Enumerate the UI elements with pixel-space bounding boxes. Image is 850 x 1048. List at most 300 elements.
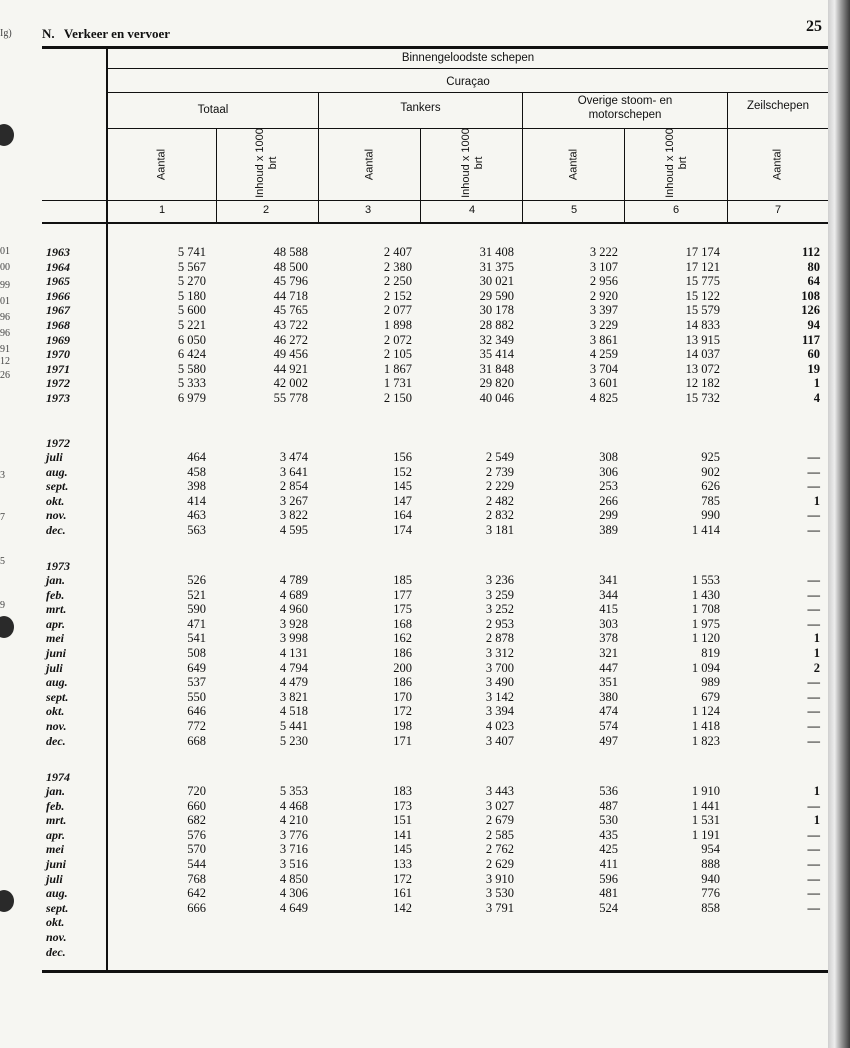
cell-col-4: 3 312: [485, 646, 514, 660]
cell-col-5: 308: [599, 450, 618, 464]
cell-col-6: 1 191: [691, 827, 720, 842]
cell-col-1: 458: [187, 464, 206, 479]
table-row: [0, 915, 828, 929]
category-tankers: Tankers: [400, 102, 441, 114]
side-mark: 91: [0, 344, 10, 355]
cell-col-5: 411: [599, 857, 618, 871]
cell-col-2: 42 002: [273, 376, 308, 391]
cell-col-7: 112: [801, 245, 820, 259]
cell-col-6: 858: [701, 900, 720, 915]
row-label: juli: [46, 450, 63, 464]
group-rule: [108, 68, 828, 69]
row-label: okt.: [46, 493, 65, 508]
cell-col-1: 508: [187, 646, 206, 660]
cell-col-1: 537: [187, 675, 206, 690]
row-label: mei: [46, 842, 64, 857]
cell-col-6: 925: [701, 450, 720, 464]
row-label: 1972: [46, 376, 70, 391]
cell-col-7: —: [807, 523, 820, 537]
cell-col-6: 1 531: [691, 813, 720, 828]
cell-col-4: 31 375: [479, 259, 514, 274]
row-label: mrt.: [46, 602, 67, 617]
cell-col-3: 142: [393, 900, 412, 915]
cell-col-6: 1 910: [691, 784, 720, 798]
cell-col-5: 3 229: [589, 318, 618, 332]
table-row: [0, 661, 828, 675]
cell-col-6: 954: [701, 842, 720, 857]
cell-col-2: 3 716: [279, 842, 308, 857]
cell-col-5: 306: [599, 464, 618, 479]
cell-col-4: 3 490: [485, 675, 514, 690]
cell-col-4: 3 394: [485, 704, 514, 719]
table-row: [0, 260, 828, 274]
table-row: [0, 675, 828, 689]
section-title: Verkeer en vervoer: [63, 26, 171, 41]
cell-col-3: 151: [393, 813, 412, 828]
table-row: [0, 289, 828, 303]
cell-col-3: 174: [393, 523, 412, 537]
cell-col-7: 1: [813, 813, 820, 828]
table-row: [0, 828, 828, 842]
cell-col-1: 666: [187, 900, 206, 915]
cell-col-5: 574: [599, 719, 618, 733]
column-number-rule: [42, 222, 828, 224]
cell-col-3: 172: [393, 704, 412, 719]
page-number: 25: [806, 18, 822, 35]
row-label: dec.: [46, 944, 66, 959]
row-label: juli: [46, 660, 63, 675]
table-row: [0, 646, 828, 660]
column-number-1: 1: [158, 204, 166, 216]
row-label: aug.: [46, 675, 68, 690]
cell-col-4: 3 443: [485, 784, 514, 798]
cell-col-5: 3 222: [589, 245, 618, 259]
cell-col-6: 1 441: [691, 798, 720, 813]
row-label: 1968: [46, 318, 70, 332]
cell-col-1: 521: [187, 587, 206, 602]
cell-col-1: 464: [187, 450, 206, 464]
cell-col-6: 1 124: [691, 704, 720, 719]
top-rule: [42, 46, 828, 49]
cell-col-2: 45 796: [273, 274, 308, 289]
column-label-5: Aantal: [567, 148, 580, 181]
cell-col-3: 152: [393, 464, 412, 479]
cell-col-4: 30 021: [479, 274, 514, 289]
cell-col-5: 303: [599, 616, 618, 631]
category-zeilschepen: Zeilschepen: [746, 100, 809, 112]
group-header: Binnengeloodste schepen: [401, 52, 535, 64]
category-overige: Overige stoom- en motorschepen: [577, 95, 673, 121]
table-row: [0, 784, 828, 798]
cell-col-2: 46 272: [273, 332, 308, 347]
cell-col-6: 1 708: [691, 602, 720, 617]
cell-col-4: 3 407: [485, 733, 514, 748]
table-row: [0, 450, 828, 464]
table-row: [0, 617, 828, 631]
side-mark: 7: [0, 512, 5, 523]
cell-col-2: 4 479: [279, 675, 308, 690]
cell-col-2: 48 588: [273, 245, 308, 259]
cell-col-7: 108: [801, 288, 820, 303]
cell-col-3: 156: [393, 450, 412, 464]
cell-col-7: —: [807, 479, 820, 494]
cell-col-1: 414: [187, 493, 206, 508]
cell-col-4: 3 252: [485, 602, 514, 617]
cell-col-7: —: [807, 871, 820, 886]
table-row: [0, 734, 828, 748]
table-row: [0, 333, 828, 347]
side-mark: 01: [0, 246, 10, 257]
cell-col-2: 5 230: [279, 733, 308, 748]
block-year-label: 1974: [46, 770, 70, 784]
cell-col-4: 32 349: [479, 332, 514, 347]
cell-col-1: 6 050: [177, 332, 206, 347]
cell-col-1: 5 567: [177, 259, 206, 274]
column-number-7: 7: [774, 204, 782, 216]
cell-col-7: 126: [801, 303, 820, 318]
row-label: aug.: [46, 464, 68, 479]
cell-col-6: 1 094: [691, 660, 720, 675]
cell-col-1: 590: [187, 602, 206, 617]
binder-hole: [0, 124, 14, 146]
cell-col-2: 5 441: [279, 719, 308, 733]
cell-col-5: 497: [599, 733, 618, 748]
cell-col-7: 1: [813, 493, 820, 508]
cell-col-3: 185: [393, 573, 412, 587]
cell-col-3: 145: [393, 479, 412, 494]
cell-col-6: 13 915: [685, 332, 720, 347]
cell-col-3: 161: [393, 886, 412, 901]
row-label: mrt.: [46, 813, 67, 828]
table-row: [0, 376, 828, 390]
cell-col-3: 170: [393, 689, 412, 704]
cell-col-6: 15 579: [685, 303, 720, 318]
cell-col-6: 940: [701, 871, 720, 886]
table-row: [0, 347, 828, 361]
cell-col-2: 44 718: [273, 288, 308, 303]
row-label: okt.: [46, 704, 65, 719]
cell-col-7: —: [807, 886, 820, 901]
cell-col-1: 544: [187, 857, 206, 871]
cell-col-4: 2 762: [485, 842, 514, 857]
cell-col-2: 3 474: [279, 450, 308, 464]
cell-col-6: 888: [701, 857, 720, 871]
row-label: juni: [46, 646, 67, 660]
cell-col-1: 768: [187, 871, 206, 886]
cell-col-7: 1: [813, 646, 820, 660]
table-row: [0, 479, 828, 493]
row-label: nov.: [46, 508, 67, 523]
cell-col-6: 679: [701, 689, 720, 704]
cell-col-6: 785: [701, 493, 720, 508]
cell-col-1: 682: [187, 813, 206, 828]
column-label-3: Aantal: [363, 148, 376, 181]
cell-col-1: 5 221: [177, 318, 206, 332]
cell-col-2: 4 850: [279, 871, 308, 886]
table-row: [0, 930, 828, 944]
cell-col-2: 3 822: [279, 508, 308, 523]
cell-col-5: 481: [599, 886, 618, 901]
cell-col-1: 646: [187, 704, 206, 719]
cell-col-5: 530: [599, 813, 618, 828]
row-label: mei: [46, 631, 64, 646]
page-heading: [42, 26, 170, 42]
cell-col-5: 389: [599, 523, 618, 537]
row-label: 1963: [46, 245, 70, 259]
column-label-4: Inhoud x 1000 brt: [460, 128, 485, 198]
cell-col-3: 147: [393, 493, 412, 508]
cell-col-5: 3 861: [589, 332, 618, 347]
cell-col-7: —: [807, 798, 820, 813]
cell-col-3: 2 380: [383, 259, 412, 274]
cell-col-1: 772: [187, 719, 206, 733]
row-label: apr.: [46, 616, 66, 631]
cell-col-2: 3 267: [279, 493, 308, 508]
cell-col-3: 2 152: [383, 288, 412, 303]
table-row: [0, 362, 828, 376]
table-row: [0, 318, 828, 332]
row-label: juli: [46, 871, 63, 886]
table-row: [0, 945, 828, 959]
cell-col-2: 49 456: [273, 347, 308, 362]
cell-col-7: —: [807, 602, 820, 617]
cell-col-4: 31 408: [479, 245, 514, 259]
cell-col-3: 2 250: [383, 274, 412, 289]
cell-col-3: 183: [393, 784, 412, 798]
cell-col-7: —: [807, 733, 820, 748]
table-row: [0, 573, 828, 587]
cell-col-5: 3 107: [589, 259, 618, 274]
cell-col-6: 17 174: [685, 245, 720, 259]
row-label: juni: [46, 857, 67, 871]
category-separator: [522, 93, 523, 223]
cell-col-4: 3 910: [485, 871, 514, 886]
category-separator: [727, 93, 728, 223]
cell-col-7: 4: [813, 391, 820, 405]
cell-col-1: 5 600: [177, 303, 206, 318]
cell-col-5: 596: [599, 871, 618, 886]
cell-col-4: 29 590: [479, 288, 514, 303]
table-row: [0, 872, 828, 886]
cell-col-4: 2 585: [485, 827, 514, 842]
cell-col-7: —: [807, 675, 820, 690]
cell-col-1: 5 580: [177, 361, 206, 376]
cell-col-2: 55 778: [273, 391, 308, 405]
cell-col-3: 177: [393, 587, 412, 602]
cell-col-2: 48 500: [273, 259, 308, 274]
cell-col-1: 642: [187, 886, 206, 901]
cell-col-4: 28 882: [479, 318, 514, 332]
table-row: [0, 465, 828, 479]
cell-col-1: 398: [187, 479, 206, 494]
cell-col-5: 378: [599, 631, 618, 646]
cell-col-1: 660: [187, 798, 206, 813]
cell-col-5: 425: [599, 842, 618, 857]
cell-col-7: —: [807, 900, 820, 915]
row-label: jan.: [46, 573, 66, 587]
cell-col-1: 5 180: [177, 288, 206, 303]
cell-col-2: 2 854: [279, 479, 308, 494]
cell-col-6: 12 182: [685, 376, 720, 391]
cell-col-3: 145: [393, 842, 412, 857]
cell-col-7: 1: [813, 784, 820, 798]
cell-col-7: —: [807, 587, 820, 602]
cell-col-7: —: [807, 508, 820, 523]
row-label: 1966: [46, 288, 70, 303]
side-mark: 9: [0, 600, 5, 611]
cell-col-5: 3 704: [589, 361, 618, 376]
table-row: [0, 631, 828, 645]
table-row: [0, 704, 828, 718]
cell-col-3: 186: [393, 675, 412, 690]
cell-col-6: 819: [701, 646, 720, 660]
cell-col-3: 186: [393, 646, 412, 660]
cell-col-2: 4 518: [279, 704, 308, 719]
cell-col-5: 4 259: [589, 347, 618, 362]
cell-col-2: 4 960: [279, 602, 308, 617]
table-row: [0, 303, 828, 317]
cell-col-2: 3 776: [279, 827, 308, 842]
table-row: [0, 719, 828, 733]
side-mark: 96: [0, 328, 10, 339]
cell-col-7: —: [807, 719, 820, 733]
table-row: [0, 274, 828, 288]
cell-col-1: 6 424: [177, 347, 206, 362]
row-label: 1973: [46, 391, 70, 405]
cell-col-7: 2: [813, 660, 820, 675]
block-year-label: 1973: [46, 559, 70, 573]
cell-col-3: 175: [393, 602, 412, 617]
row-label: apr.: [46, 827, 66, 842]
cell-col-2: 3 928: [279, 616, 308, 631]
cell-col-5: 253: [599, 479, 618, 494]
cell-col-3: 173: [393, 798, 412, 813]
cell-col-4: 3 530: [485, 886, 514, 901]
column-label-1: Aantal: [155, 148, 168, 181]
table-row: [0, 245, 828, 259]
cell-col-6: 1 414: [691, 523, 720, 537]
cell-col-6: 1 430: [691, 587, 720, 602]
cell-col-6: 1 418: [691, 719, 720, 733]
cell-col-7: 60: [807, 347, 820, 362]
table-row: [0, 901, 828, 915]
cell-col-2: 3 516: [279, 857, 308, 871]
column-label-7: Aantal: [771, 148, 784, 181]
cell-col-6: 902: [701, 464, 720, 479]
row-label: sept.: [46, 479, 69, 494]
cell-col-3: 141: [393, 827, 412, 842]
column-number-6: 6: [672, 204, 680, 216]
column-separator: [624, 129, 625, 223]
block-year-label: 1972: [46, 436, 70, 450]
cell-col-4: 3 791: [485, 900, 514, 915]
cell-col-2: 4 794: [279, 660, 308, 675]
cell-col-2: 4 595: [279, 523, 308, 537]
column-number-3: 3: [364, 204, 372, 216]
cell-col-7: —: [807, 827, 820, 842]
cell-col-4: 3 181: [485, 523, 514, 537]
cell-col-1: 550: [187, 689, 206, 704]
row-label: dec.: [46, 733, 66, 748]
cell-col-4: 3 236: [485, 573, 514, 587]
cell-col-6: 14 833: [685, 318, 720, 332]
cell-col-1: 5 333: [177, 376, 206, 391]
table-row: [0, 886, 828, 900]
cell-col-5: 536: [599, 784, 618, 798]
cell-col-1: 720: [187, 784, 206, 798]
cell-col-6: 1 975: [691, 616, 720, 631]
row-label: 1964: [46, 259, 70, 274]
cell-col-3: 172: [393, 871, 412, 886]
cell-col-4: 3 700: [485, 660, 514, 675]
table-row: [0, 588, 828, 602]
cell-col-1: 471: [187, 616, 206, 631]
row-label: 1969: [46, 332, 70, 347]
cell-col-5: 380: [599, 689, 618, 704]
cell-col-5: 2 956: [589, 274, 618, 289]
table-row: [0, 857, 828, 871]
cell-col-1: 668: [187, 733, 206, 748]
cell-col-3: 162: [393, 631, 412, 646]
cell-col-5: 344: [599, 587, 618, 602]
cell-col-2: 5 353: [279, 784, 308, 798]
cell-col-7: —: [807, 450, 820, 464]
cell-col-4: 2 679: [485, 813, 514, 828]
column-label-2: Inhoud x 1000 brt: [254, 128, 279, 198]
cell-col-1: 5 741: [177, 245, 206, 259]
cell-col-4: 40 046: [479, 391, 514, 405]
cell-col-1: 6 979: [177, 391, 206, 405]
side-mark: 5: [0, 556, 5, 567]
cell-col-3: 2 105: [383, 347, 412, 362]
place-header: Curaçao: [446, 76, 490, 88]
cell-col-7: 64: [807, 274, 820, 289]
cell-col-4: 31 848: [479, 361, 514, 376]
cell-col-1: 570: [187, 842, 206, 857]
cell-col-6: 1 553: [691, 573, 720, 587]
page-edge: [828, 0, 850, 1048]
cell-col-5: 3 601: [589, 376, 618, 391]
cell-col-2: 4 689: [279, 587, 308, 602]
cell-col-3: 1 867: [383, 361, 412, 376]
cell-col-6: 15 775: [685, 274, 720, 289]
cell-col-6: 1 120: [691, 631, 720, 646]
column-number-2: 2: [262, 204, 270, 216]
cell-col-4: 2 549: [485, 450, 514, 464]
bottom-rule: [42, 970, 828, 973]
cell-col-5: 3 397: [589, 303, 618, 318]
side-mark: 99: [0, 280, 10, 291]
row-label: jan.: [46, 784, 66, 798]
row-label: dec.: [46, 523, 66, 537]
cell-col-4: 3 142: [485, 689, 514, 704]
cell-col-2: 4 789: [279, 573, 308, 587]
cell-col-5: 524: [599, 900, 618, 915]
side-mark: 26: [0, 370, 10, 381]
table-row: [0, 391, 828, 405]
row-label: okt.: [46, 915, 65, 930]
cell-col-3: 2 150: [383, 391, 412, 405]
cell-col-6: 15 122: [685, 288, 720, 303]
cell-col-2: 45 765: [273, 303, 308, 318]
column-number-5: 5: [570, 204, 578, 216]
cell-col-7: 1: [813, 376, 820, 391]
cell-col-4: 30 178: [479, 303, 514, 318]
side-mark: 3: [0, 470, 5, 481]
cell-col-6: 626: [701, 479, 720, 494]
column-separator: [420, 129, 421, 223]
cell-col-7: 19: [807, 361, 820, 376]
